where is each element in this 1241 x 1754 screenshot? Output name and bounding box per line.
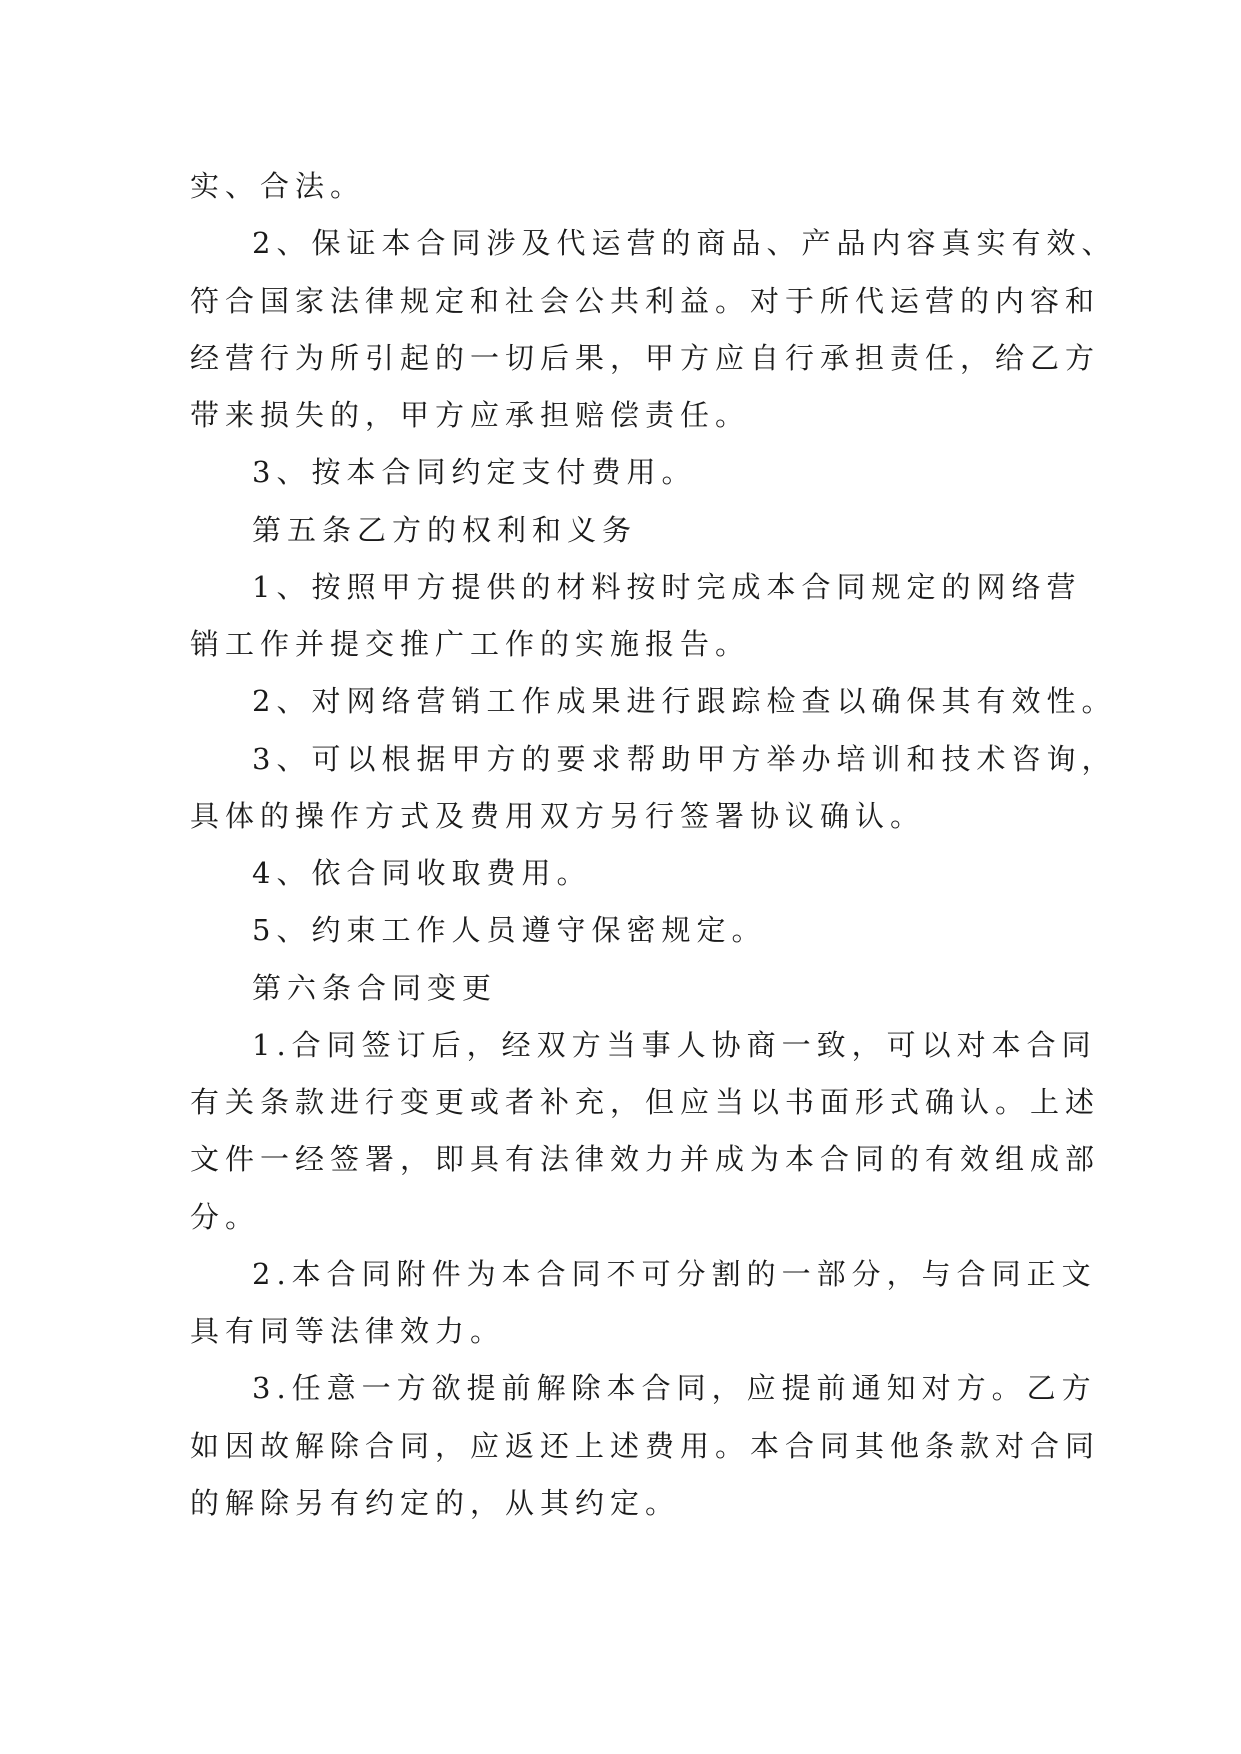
text-line: 1.合同签订后，经双方当事人协商一致，可以对本合同 bbox=[252, 1028, 1097, 1062]
text-line: 3、按本合同约定支付费用。 bbox=[252, 455, 697, 489]
text-line: 销工作并提交推广工作的实施报告。 bbox=[190, 627, 751, 661]
text-line: 2.本合同附件为本合同不可分割的一部分，与合同正文 bbox=[252, 1257, 1097, 1291]
text-line: 具有同等法律效力。 bbox=[190, 1314, 506, 1348]
text-line: 的解除另有约定的，从其约定。 bbox=[190, 1486, 681, 1520]
text-line: 符合国家法律规定和社会公共利益。对于所代运营的内容和 bbox=[190, 284, 1101, 318]
text-line: 2、保证本合同涉及代运营的商品、产品内容真实有效、 bbox=[252, 226, 1117, 260]
text-line: 2、对网络营销工作成果进行跟踪检查以确保其有效性。 bbox=[252, 684, 1117, 718]
text-line: 文件一经签署，即具有法律效力并成为本合同的有效组成部 bbox=[190, 1142, 1101, 1176]
text-line: 带来损失的，甲方应承担赔偿责任。 bbox=[190, 398, 751, 432]
text-line: 5、约束工作人员遵守保密规定。 bbox=[252, 913, 767, 947]
text-line: 4、依合同收取费用。 bbox=[252, 856, 592, 890]
text-line: 实、合法。 bbox=[190, 169, 366, 203]
text-line: 3.任意一方欲提前解除本合同，应提前通知对方。乙方 bbox=[252, 1371, 1097, 1405]
text-line: 有关条款进行变更或者补充，但应当以书面形式确认。上述 bbox=[190, 1085, 1101, 1119]
text-line: 1、按照甲方提供的材料按时完成本合同规定的网络营 bbox=[252, 570, 1082, 604]
text-line: 如因故解除合同，应返还上述费用。本合同其他条款对合同 bbox=[190, 1429, 1101, 1463]
text-line: 分。 bbox=[190, 1200, 261, 1234]
section-heading: 第五条乙方的权利和义务 bbox=[252, 513, 638, 547]
text-line: 3、可以根据甲方的要求帮助甲方举办培训和技术咨询， bbox=[252, 742, 1117, 776]
text-line: 具体的操作方式及费用双方另行签署协议确认。 bbox=[190, 799, 926, 833]
section-heading: 第六条合同变更 bbox=[252, 971, 498, 1005]
text-line: 经营行为所引起的一切后果，甲方应自行承担责任，给乙方 bbox=[190, 341, 1101, 375]
